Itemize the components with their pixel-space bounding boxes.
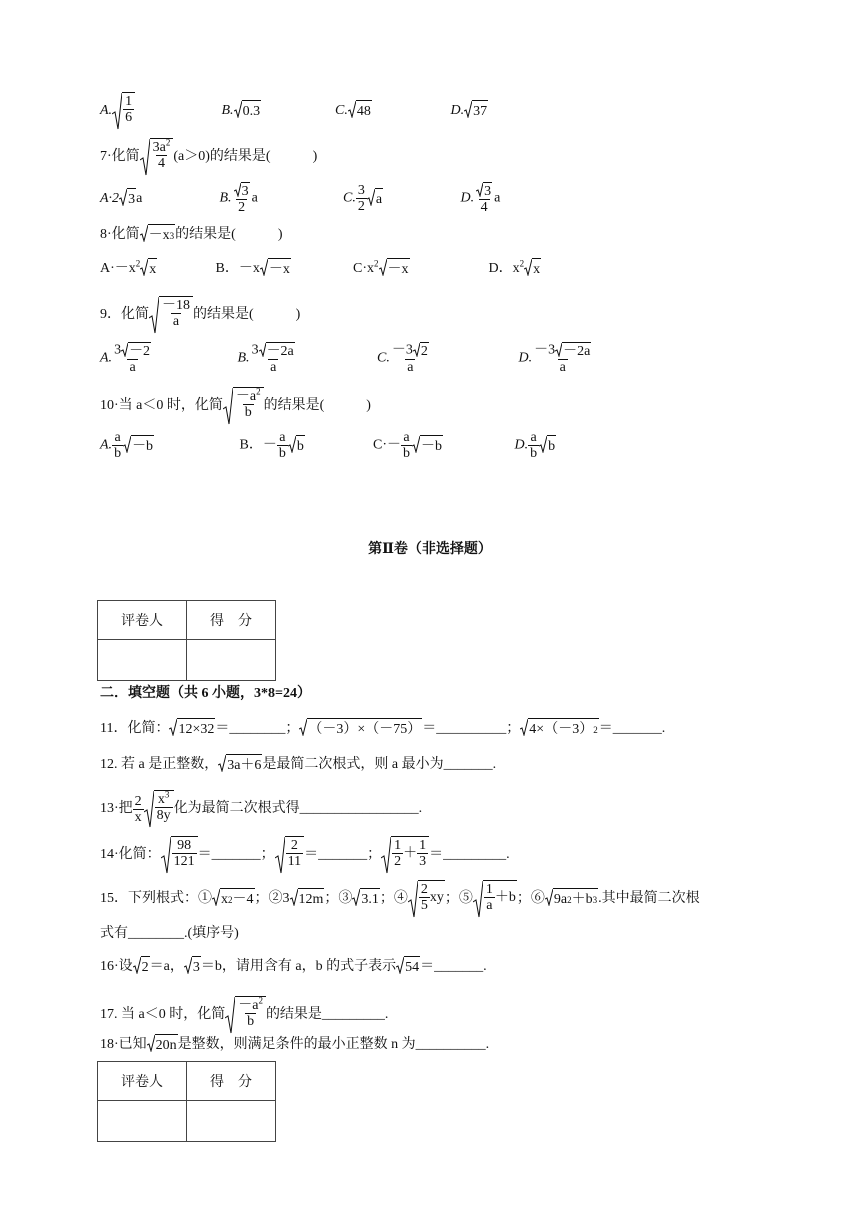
q10-option-c: C·－ $\frac{a}{b}$ －b (373, 430, 442, 461)
sqrt-icon: －2a (555, 342, 591, 359)
sqrt-icon: 3 (184, 956, 201, 978)
q7-stem: 7·化简 $3a^2$ 4 (a＞0)的结果是( ) (100, 138, 317, 176)
sqrt-icon: 3 (119, 188, 136, 210)
q10-option-a: A. $\frac{a}{b}$ －b (100, 430, 154, 461)
q10-option-d: D. $\frac{a}{b}$ b (514, 430, 556, 461)
sqrt-icon: 48 (348, 100, 372, 122)
sqrt-icon: －b (412, 435, 443, 457)
sqrt-icon: $3a^2$ 4 (140, 138, 174, 176)
sqrt-icon: b (288, 435, 305, 457)
score-table (97, 1061, 276, 1142)
score-table (97, 600, 276, 681)
score-table-score-header: 得 分 (187, 1062, 276, 1101)
q6-option-a: A. 1 6 (100, 92, 218, 130)
q15: 15．下列根式：① x 2 －4 ；②3 12m ；③ 3.1 ；④ 2 5 xy ；⑤ 1 a ＋b ；⑥ 9a 2 ＋b 3 .其中最简二次根 (100, 880, 700, 918)
sqrt-icon: －2a (259, 342, 295, 359)
q9-option-b: B. 3 －2a a (237, 342, 294, 375)
sqrt-icon: x (524, 258, 541, 280)
score-table-score-cell[interactable] (187, 640, 276, 681)
q16: 16·设 2 ＝a， 3 ＝b，请用含有 a，b 的式子表示 54 ＝_______. (100, 956, 487, 978)
q18: 18·已知 20n 是整数，则满足条件的最小正整数 n 为__________. (100, 1034, 489, 1056)
sqrt-icon: 12×32 (169, 718, 215, 740)
sqrt-icon: x (140, 258, 157, 280)
q13: 13·把 $\frac{2}{x}$ $x^3$ 8y 化为最简二次根式得_________________. (100, 790, 422, 828)
sqrt-icon: 2 5 xy (408, 880, 445, 918)
q9-option-d: D. －3 －2a a (518, 342, 591, 375)
sqrt-icon: －b (123, 435, 154, 457)
q7-option-d: D. $\frac{3}{4}$ a (460, 184, 501, 215)
q10-options (100, 430, 556, 461)
sqrt-icon: （－3）×（－75） (299, 718, 422, 740)
sqrt-icon: 98 121 (161, 836, 198, 874)
sqrt-icon: －18 a (149, 296, 193, 334)
score-table-score-cell[interactable] (187, 1101, 276, 1142)
sqrt-icon: 9a 2 ＋b 3 (545, 888, 598, 910)
q8-option-a: $A\cdot-x^2$ x (100, 258, 212, 280)
q8-option-c: $C\cdot x^2$ －x (353, 258, 485, 280)
sqrt-icon: 0.3 (234, 100, 262, 122)
score-table-grader-cell[interactable] (98, 640, 187, 681)
q17: 17. 当 a＜0 时，化简 $-a^2$ b 的结果是_________. (100, 996, 388, 1034)
q10-stem: 10·当 a＜0 时，化简 $-a^2$ b 的结果是( ) (100, 387, 371, 425)
sqrt-icon: b (539, 435, 556, 457)
sqrt-icon: 54 (396, 956, 420, 978)
score-table-grader-header: 评卷人 (98, 1062, 187, 1101)
q7-option-b: B. $\frac{3}{2}$ a (219, 184, 258, 215)
q8-option-d: D．$x^2$ x (489, 258, 542, 280)
sqrt-icon: －x (260, 258, 291, 280)
sqrt-icon: 12m (290, 888, 325, 910)
q8-options (100, 258, 541, 280)
q10-option-b: B．－ $\frac{a}{b}$ b (239, 430, 304, 461)
sqrt-icon: －x (379, 258, 410, 280)
sqrt-icon: 3 (234, 182, 250, 199)
sqrt-icon: $-a^2$ b (223, 387, 264, 425)
sqrt-icon: 4×（－3） 2 (520, 718, 598, 740)
sqrt-icon: 2 11 (275, 836, 304, 874)
sqrt-icon: 1 a ＋b (473, 880, 517, 918)
q15-line2: 式有________.(填序号) (100, 926, 239, 941)
q8-option-b: B．－x －x (216, 258, 350, 280)
q7-option-c: C. $\frac{3}{2}$ a (343, 183, 383, 214)
q7-option-a: A·2 3 a (100, 188, 216, 210)
q14: 14·化简： 98 121 ＝_______； 2 11 ＝_______； 1 2 ＋ 1 3 ＝_________. (100, 836, 510, 874)
score-table-score-header: 得 分 (187, 601, 276, 640)
sqrt-icon: －2 (121, 342, 151, 359)
q6-options (100, 92, 488, 130)
sqrt-icon: 1 6 (112, 92, 135, 130)
q9-option-a: A. 3 －2 a (100, 342, 151, 375)
q6-option-d: D. 37 (451, 100, 489, 122)
score-table-grader-header: 评卷人 (98, 601, 187, 640)
sqrt-icon: a (367, 188, 383, 210)
q11: 11．化简： 12×32 ＝________； （－3）×（－75） ＝__________； 4×（－3） 2 ＝_______. (100, 718, 665, 740)
q8-stem: 8·化简 －x 3 的结果是( ) (100, 224, 283, 246)
section-title: 第Ⅱ卷（非选择题） (368, 542, 492, 557)
sqrt-icon: $-a^2$ b (225, 996, 266, 1034)
sqrt-icon: 3a＋6 (218, 754, 262, 776)
sqrt-icon: $x^3$ 8y (144, 790, 174, 828)
q9-stem: 9．化简 －18 a 的结果是( ) (100, 296, 300, 334)
sqrt-icon: 3.1 (352, 888, 380, 910)
q12: 12. 若 a 是正整数， 3a＋6 是最简二次根式，则 a 最小为_______. (100, 754, 496, 776)
q7-options (100, 182, 500, 215)
sqrt-icon: 1 2 ＋ 1 3 (381, 836, 429, 874)
q9-options (100, 342, 593, 375)
sqrt-icon: －x 3 (140, 224, 176, 246)
sqrt-icon: x 2 －4 (212, 888, 255, 910)
sqrt-icon: 2 (413, 342, 429, 359)
sqrt-icon: 2 (133, 956, 150, 978)
sqrt-icon: 37 (464, 100, 488, 122)
score-table-grader-cell[interactable] (98, 1101, 187, 1142)
sqrt-icon: 20n (147, 1034, 178, 1056)
q9-option-c: C. －3 2 a (377, 342, 428, 375)
q6-option-b: B. 0.3 (222, 100, 332, 122)
q6-option-c: C. 48 (335, 100, 447, 122)
part2-title: 二．填空题（共 6 小题，3*8=24） (100, 686, 311, 701)
sqrt-icon: 3 (476, 182, 492, 199)
